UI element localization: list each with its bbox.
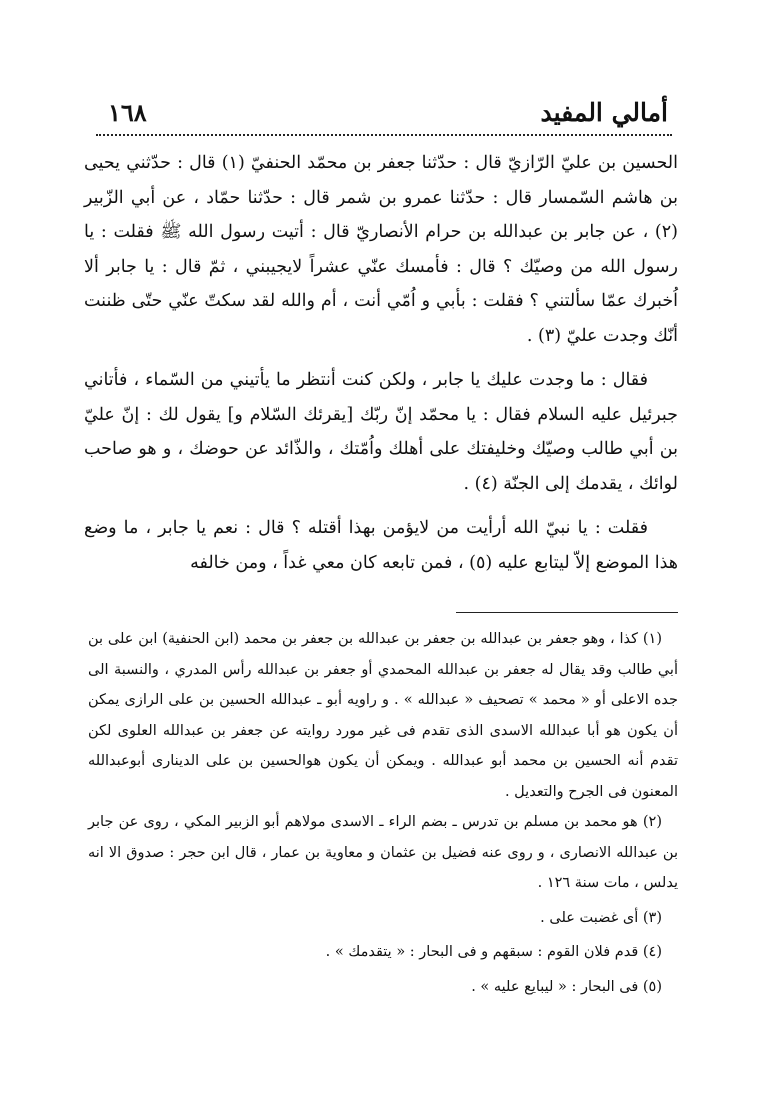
page-number: ١٦٨ <box>108 97 147 127</box>
page-header <box>108 92 668 132</box>
main-text <box>84 146 678 580</box>
main-paragraph-3: فقلت : يا نبيّ الله أرأيت من لايؤمن بهذا أقتله ؟ قال : نعم يا جابر ، ما وضع هذا الموضع إلاّ ليتابع عليه (٥) ، فمن تابعه كان معي غداً ، ومن خالفه <box>84 518 678 573</box>
footnote-4: (٤) قدم فلان القوم : سبقهم و فى البحار : « يتقدمك » . <box>325 944 662 960</box>
main-paragraph-1: الحسين بن عليّ الرّازيّ قال : حدّثنا جعفر بن محمّد الحنفيّ (١) قال : حدّثني يحيى بن هاشم السّمسار قال : حدّثنا عمرو بن شمر قال : حدّثنا حمّاد ، عن أبي الزّبير (٢) ، عن جابر بن عبدالله بن حرام الأنصاريّ قال : أتيت رسول الله ﷺ فقلت : يا رسول الله من وصيّك ؟ قال : فأمسك عنّي عشراً لايجيبني ، ثمّ قال : يا جابر ألا اُخبرك عمّا سألتني ؟ فقلت : بأبي و اُمّي أنت ، أم والله لقد سكتّ عنّي حتّى ظننت أنّك وجدت عليّ (٣) . <box>84 153 678 346</box>
footnotes <box>88 624 678 1002</box>
footnote-3: (٣) أى غضبت على . <box>540 909 662 926</box>
header-divider <box>96 134 672 136</box>
footnote-5: (٥) فى البحار : « ليبايع عليه » . <box>471 978 662 995</box>
running-title: أمالي المفيد <box>540 97 668 127</box>
footnote-divider <box>456 612 678 613</box>
footnote-1: (١) كذا ، وهو جعفر بن عبدالله بن جعفر بن عبدالله بن جعفر بن محمد (ابن الحنفية) ابن على بن أبي طالب وقد يقال له جعفر بن عبدالله المحمدي أو جعفر بن عبدالله رأس المدري ، والنسبة الى جده الاعلى أو « محمد » تصحيف « عبدالله » . و راويه أبو ـ عبدالله الحسين بن على الرازى يمكن أن يكون هو أبا عبدالله الاسدى الذى تقدم فى غير مورد روايته عن جعفر بن عبدالله العلوى لكن تقدم أنه الحسين بن محمد أبو عبدالله . ويمكن أن يكون هوالحسين بن على الدينارى أبوعبدالله المعنون فى الجرح والتعديل . <box>88 631 678 800</box>
footnote-2: (٢) هو محمد بن مسلم بن تدرس ـ بضم الراء ـ الاسدى مولاهم أبو الزبير المكي ، روى عن جابر بن عبدالله الانصارى ، و روى عنه فضيل بن عثمان و معاوية بن عمار ، قال ابن حجر : صدوق الا انه يدلس ، مات سنة ١٢٦ . <box>88 814 678 891</box>
main-paragraph-2: فقال : ما وجدت عليك يا جابر ، ولكن كنت أنتظر ما يأتيني من السّماء ، فأتاني جبرئيل عليه السلام فقال : يا محمّد إنّ ربّك [يقرئك السّلام و] يقول لك : إنّ عليّ بن أبي طالب وصيّك وخليفتك على أهلك واُمّتك ، والذّائد عن حوضك ، و هو صاحب لوائك ، يقدمك إلى الجنّة (٤) . <box>84 370 678 494</box>
